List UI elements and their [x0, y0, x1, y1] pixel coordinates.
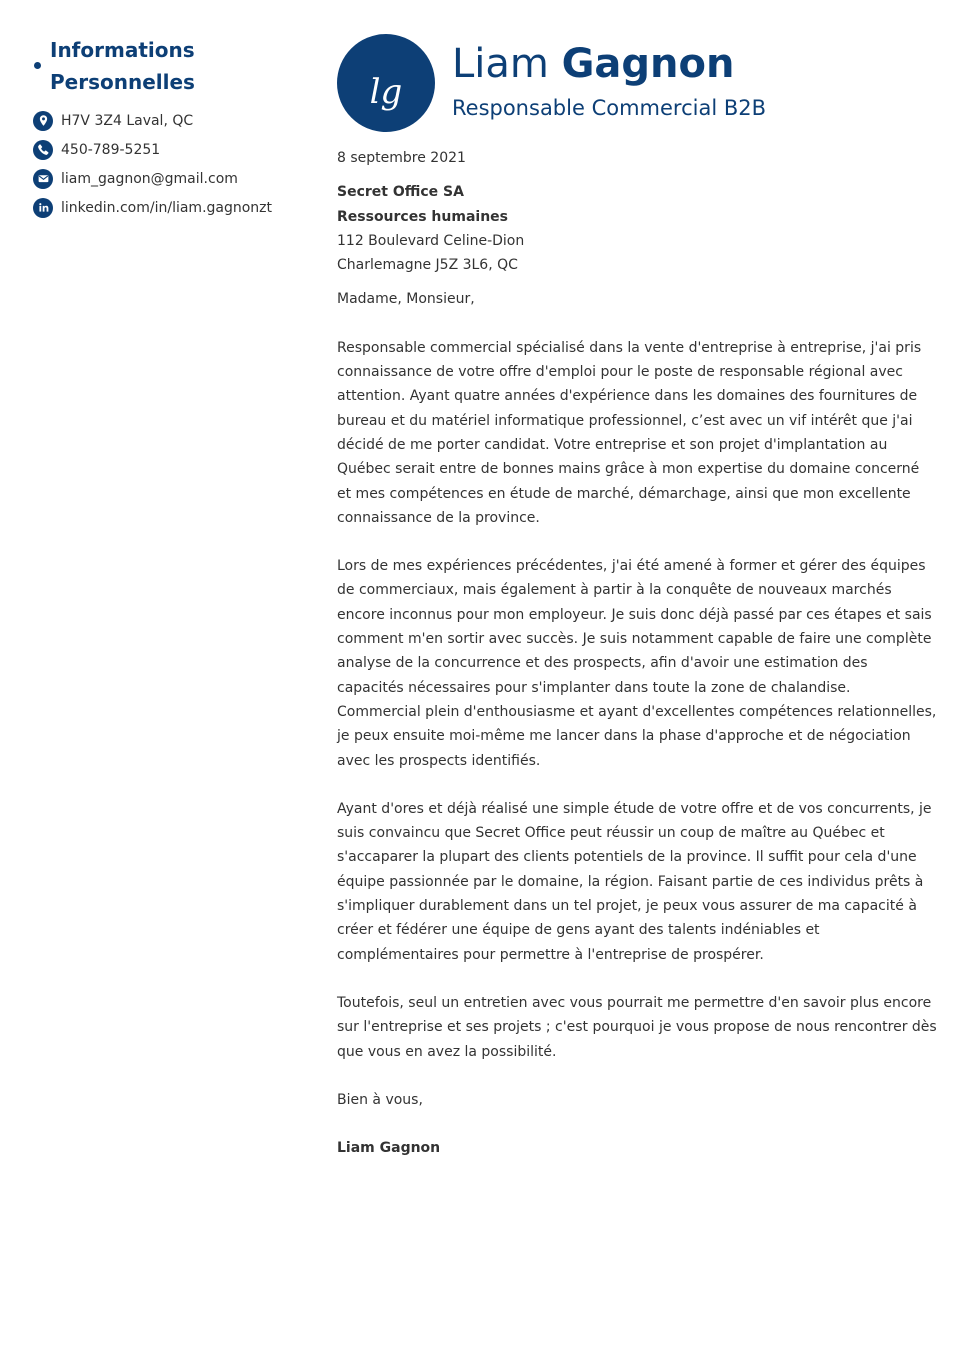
signature: Liam Gagnon [337, 1140, 441, 1157]
email-link[interactable]: liam_gagnon@gmail.com [61, 170, 238, 187]
email-icon [33, 169, 53, 189]
contact-list [30, 106, 300, 222]
contact-phone[interactable] [30, 135, 300, 164]
paragraph-experience: Lors de mes expériences précédentes, j'ai été amené à former et gérer des équipes de commerciaux, mais également à partir à la conquête de nouveaux marchés encore inconnus pour mon employeur. Je suis donc déjà passé par ces étapes et sais comment m'en sortir avec succès. Je suis notamment capable de faire une complète analyse de la concurrence et des prospects, afin d'avoir une estimation des capacités nécessaires pour s'implanter dans toute la zone de chalandise. Commercial plein d'enthousiasme et ayant d'excellentes compétences relationnelles, je peux ensuite moi-même me lancer dans la phase d'approche et de négociation avec les prospects identifiés. [337, 558, 937, 769]
greeting: Madame, Monsieur, [337, 291, 475, 308]
contact-linkedin[interactable] [30, 193, 300, 222]
monogram-initials: lg [369, 72, 403, 112]
phone-icon [33, 140, 53, 160]
closing: Bien à vous, [337, 1091, 423, 1108]
linkedin-link[interactable]: linkedin.com/in/liam.gagnonzt [61, 199, 273, 216]
phone-text[interactable]: 450-789-5251 [61, 141, 161, 158]
contact-address [30, 106, 300, 135]
recipient-street: 112 Boulevard Celine-Dion [337, 232, 525, 249]
linkedin-icon [33, 198, 53, 218]
recipient-city: Charlemagne J5Z 3L6, QC [337, 257, 518, 274]
sidebar [30, 34, 300, 222]
contact-email[interactable] [30, 164, 300, 193]
section-heading: Informations Personnelles [50, 38, 195, 94]
first-name: Liam [452, 41, 549, 87]
recipient-department: Ressources humaines [337, 208, 508, 225]
monogram-badge [337, 34, 435, 132]
bullet-dot-icon [34, 62, 41, 69]
recipient-company: Secret Office SA [337, 184, 464, 201]
letter-date: 8 septembre 2021 [337, 150, 466, 166]
last-name: Gagnon [561, 41, 735, 87]
paragraph-conclusion: Toutefois, seul un entretien avec vous pourrait me permettre d'en savoir plus encore sur l'entreprise et ses projets ; c'est pourquoi je vous propose de nous rencontrer dès que vous en avez la possibilité. [337, 994, 937, 1060]
letter-body [337, 146, 937, 1160]
full-name [452, 38, 734, 90]
location-pin-icon [33, 111, 53, 131]
paragraph-motivation: Ayant d'ores et déjà réalisé une simple étude de votre offre et de vos concurrents, je suis convaincu que Secret Office peut réussir un coup de maître au Québec et s'accaparer la plupart des clients potentiels de la province. Il suffit pour cela d'une équipe passionnée par le domaine, la région. Faisant partie de ces individus prêts à s'impliquer durablement dans un tel projet, je peux vous assurer de ma capacité à créer et fédérer une équipe de gens ayant des talents indéniables et complémentaires pour permettre à l'entreprise de prospérer. [337, 800, 932, 963]
personal-info-section [30, 34, 300, 98]
address-text: H7V 3Z4 Laval, QC [61, 112, 194, 129]
recipient-block [337, 180, 937, 277]
paragraph-intro: Responsable commercial spécialisé dans la vente d'entreprise à entreprise, j'ai pris connaissance de votre offre d'emploi pour le poste de responsable régional avec attention. Ayant quatre années d'expérience dans les domaines des fournitures de bureau et du matériel informatique professionnel, c’est avec un vif intérêt que j'ai décidé de me porter candidat. Votre entreprise et son projet d'implantation au Québec serait entre de bonnes mains grâce à mon expertise du domaine concerné et mes compétences en étude de marché, démarchage, ainsi que mon excellente connaissance de la province. [337, 339, 922, 526]
job-title: Responsable Commercial B2B [452, 96, 767, 120]
